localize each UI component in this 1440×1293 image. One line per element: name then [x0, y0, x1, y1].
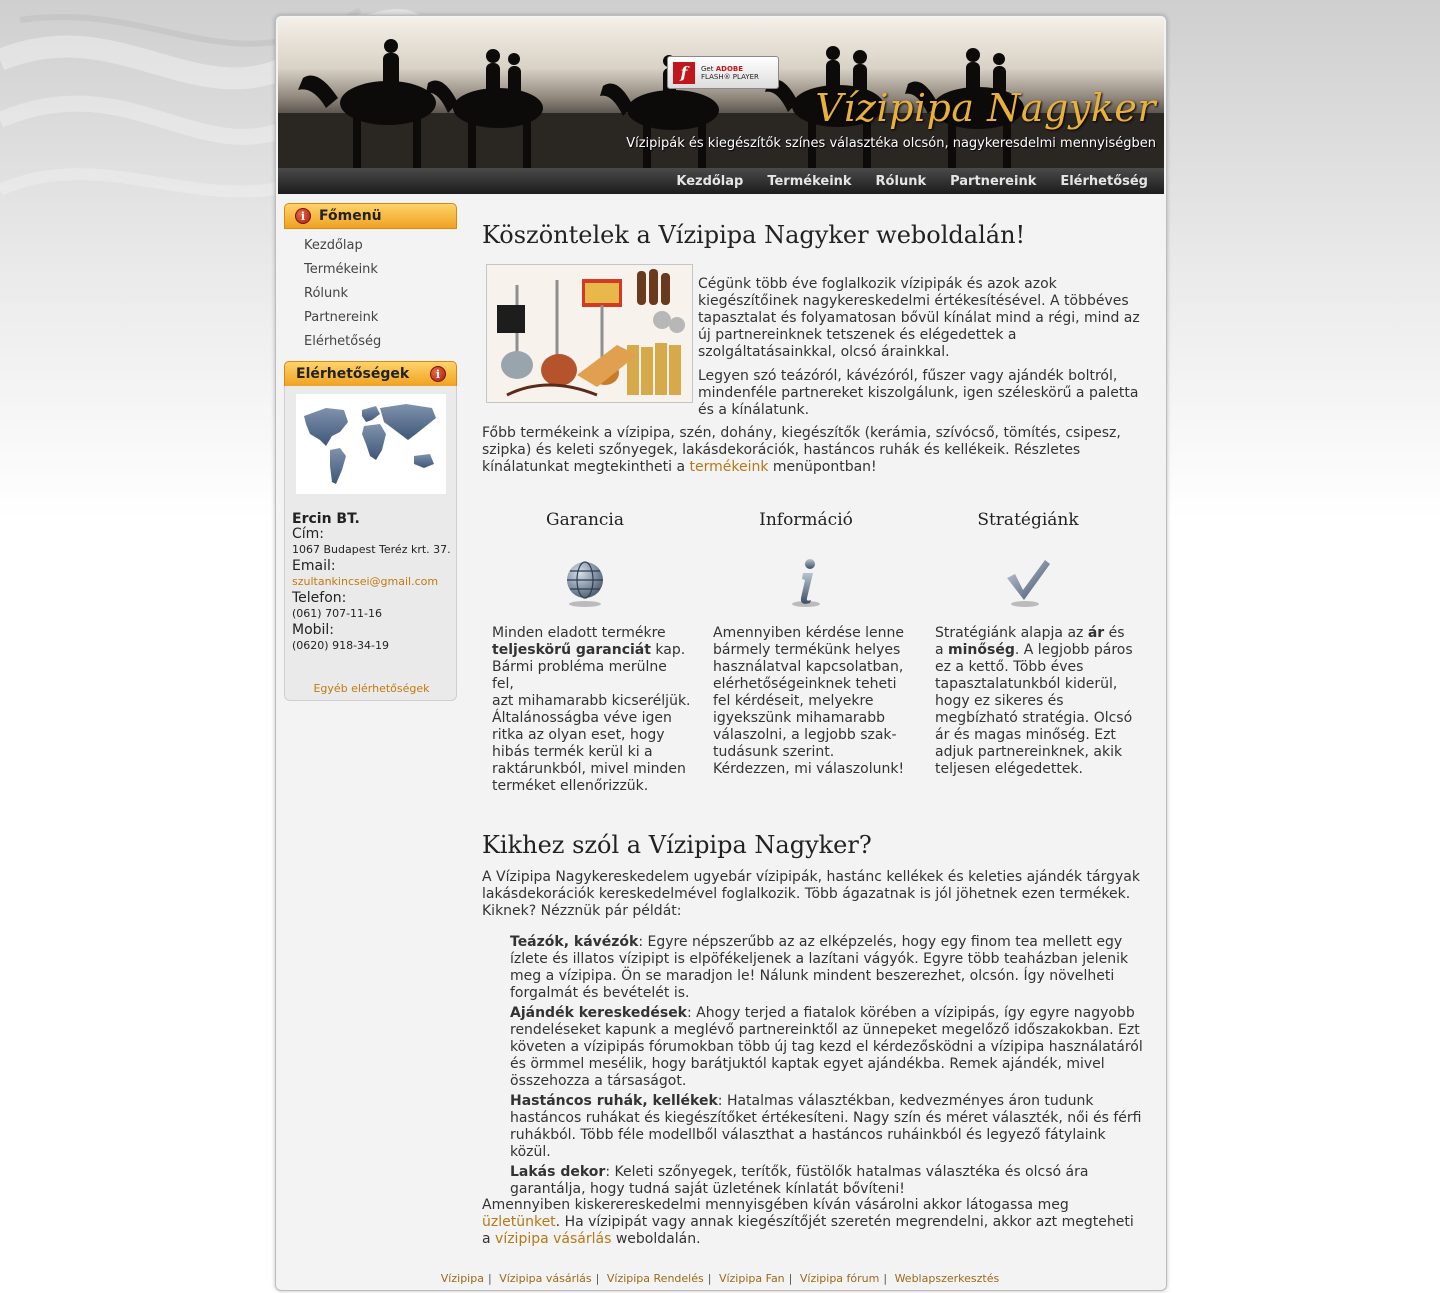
- welcome-heading: Köszöntelek a Vízipipa Nagyker weboldalán!: [482, 221, 1026, 249]
- address-value: 1067 Budapest Teréz krt. 37.: [292, 543, 451, 556]
- address-label: Cím:: [292, 526, 325, 542]
- contacts-header: [284, 361, 457, 387]
- topnav-about[interactable]: Rólunk: [875, 173, 927, 189]
- main-menu-header: [284, 203, 457, 229]
- topnav-contact[interactable]: Elérhetőség: [1060, 173, 1148, 189]
- top-navigation: [278, 168, 1164, 194]
- hookah-purchase-link[interactable]: vízipipa vásárlás: [495, 1231, 612, 1247]
- products-photo: [486, 264, 693, 403]
- list-item: Teázók, kávézók: Egyre népszerűbb az az elképzelés, hogy egy finom tea mellett egy ízlete és illatos vízipipt is elpöfékeljenek a lazítani vágyók. Egyre több teaházban jelenik meg a vízipipa. Ön se maradjon le! Nálunk mindent beszerezhet, olcsón. Így növelheti forgalmát és bevételét is.: [510, 934, 1129, 1001]
- flash-badge-text: Get ADOBE FLASH® PLAYER: [701, 64, 759, 81]
- information-text: Amennyiben kérdése lenne bármely termékünk helyes használatval kapcsolatban, elérhetőségeinknek teheti fel kérdéseit, melyekre igyekszünk mihamarabb válaszolni, a legjobb szak-tudásunk szerint. Kérdezzen, mi válaszolunk!: [713, 625, 905, 777]
- footer-link-rendeles[interactable]: Vízipipa Rendelés: [606, 1272, 704, 1285]
- phone-value: (061) 707-11-16: [292, 607, 383, 620]
- sidebar-item-home[interactable]: Kezdőlap: [304, 238, 363, 253]
- email-link[interactable]: szultankincsei@gmail.com: [292, 575, 439, 588]
- page-container: [275, 15, 1167, 1291]
- information-column: [703, 510, 909, 777]
- globe-icon: [560, 558, 610, 608]
- outro-paragraph: Amennyiben kiskerereskedelmi mennyisgében kíván vásárolni akkor látogassa meg üzletünket. Ha vízipipát vagy annak kiegészítőjét szeretén megrendelni, akkor azt megteheti a vízipipa vásárlás weboldalán.: [482, 1197, 1134, 1247]
- company-name: Ercin BT.: [292, 511, 360, 527]
- world-map-image: [296, 394, 446, 494]
- email-label: Email:: [292, 558, 336, 574]
- products-link[interactable]: termékeink: [689, 459, 769, 475]
- header-banner: [278, 18, 1164, 168]
- guarantee-text: Minden eladott termékre teljeskörű garanciát kap. Bármi probléma merülne fel, azt mihamarabb kicseréljük. Általánosságba véve igen ritka az olyan eset, hogy hibás termék kerül ki a raktárunkból, mivel minden terméket ellenőrizzük.: [492, 625, 691, 794]
- other-contacts-link[interactable]: Egyéb elérhetőségek: [313, 682, 430, 695]
- intro-paragraph-1: Cégünk több éve foglalkozik vízipipák és azok azok kiegészítőinek nagykereskedelmi értékesítésével. A többéves tapasztalat és folyamatosan bővül kínálat mind a régi, mind az új partnereinknek tetszenek és elégedettek a szolgáltatásainkkal, olcsó árainkkal.: [698, 276, 1140, 360]
- footer-link-vizipipa[interactable]: Vízipipa: [440, 1272, 484, 1285]
- topnav-home[interactable]: Kezdőlap: [676, 173, 744, 189]
- topnav-products[interactable]: Termékeink: [767, 173, 852, 189]
- target-groups-list: [510, 934, 1145, 1201]
- intro-paragraph-3: Főbb termékeink a vízipipa, szén, dohány, kiegészítők (kerámia, szívócső, tömítés, csipesz, szipka) és keleti szőnyegek, lakásdekorációk, hastáncos ruhák és kellékeik. Részletes kínálatunkat megtekintheti a termékeink menüpontban!: [482, 425, 1121, 475]
- phone-label: Telefon:: [292, 590, 347, 606]
- list-item: Lakás dekor: Keleti szőnyegek, terítők, füstölők hatalmas választéka és olcsó ára garantálja, hogy tudná saját üzletének kínlatát bővíteni!: [510, 1164, 1089, 1197]
- sidebar-item-partners[interactable]: Partnereink: [304, 310, 379, 325]
- sidebar-item-about[interactable]: Rólunk: [304, 286, 349, 301]
- checkmark-icon: [1003, 558, 1053, 608]
- mobile-value: (0620) 918-34-19: [292, 639, 390, 652]
- contacts-title: Elérhetőségek: [296, 366, 410, 382]
- footer-link-forum[interactable]: Vízipipa fórum: [799, 1272, 880, 1285]
- guarantee-column: [482, 510, 691, 794]
- contact-details: [292, 512, 452, 655]
- shop-link[interactable]: üzletünket: [482, 1214, 556, 1230]
- strategy-column: [925, 510, 1133, 777]
- topnav-partners[interactable]: Partnereink: [950, 173, 1037, 189]
- info-italic-icon: [781, 558, 831, 608]
- footer-link-vasarlas[interactable]: Vízipipa vásárlás: [499, 1272, 592, 1285]
- sidebar-item-products[interactable]: Termékeink: [304, 262, 378, 277]
- strategy-text: Stratégiánk alapja az ár és a minőség. A legjobb páros ez a kettő. Több éves tapasztalatunkból kiderül, hogy ez sikeres és megbízható stratégia. Olcsó ár és magas minőség. Ezt adjuk partnereinknek, akik teljesen elégedettek.: [935, 625, 1133, 777]
- main-content: [482, 221, 1146, 919]
- site-subtitle: Vízipipák és kiegészítők színes választéka olcsón, nagykeresdelmi mennyiségben: [626, 136, 1156, 151]
- who-heading: Kikhez szól a Vízipipa Nagyker?: [482, 831, 872, 859]
- info-icon: i: [430, 366, 446, 382]
- main-menu-title: Főmenü: [319, 208, 382, 224]
- footer-link-webdesign[interactable]: Weblapszerkesztés: [894, 1272, 1000, 1285]
- information-heading: Információ: [759, 510, 853, 530]
- list-item: Ajándék kereskedések: Ahogy terjed a fiatalok körében a vízipipás, így egyre nagyobb rendeléseket kapunk a meglévő partnereinktől az ünnepeket megelőző időszakokban. Ezt követen a vízipipás fórumokban több új tag kezd el kérdezősködni a vízipipa használatáról és örmmel mesélik, hogy barátjuktól kaptak egyet ajándékba. Remek ajándék, mivel összehozza a társaságot.: [510, 1005, 1143, 1089]
- intro-paragraph-2: Legyen szó teázóról, kávézóról, fűszer vagy ajándék boltról, mindenféle partnereket kiszolgálunk, igen széleskörű a paletta és a kínálatunk.: [698, 368, 1139, 418]
- sidebar-item-contact[interactable]: Elérhetőség: [304, 334, 382, 349]
- site-title: Vízipipa Nagyker: [815, 86, 1156, 130]
- get-flash-player-badge[interactable]: [667, 56, 779, 89]
- footer-link-fan[interactable]: Vízipipa Fan: [718, 1272, 785, 1285]
- contacts-box: [284, 386, 457, 701]
- sidebar-menu: [304, 236, 381, 356]
- strategy-heading: Stratégiánk: [977, 510, 1079, 530]
- info-icon: i: [295, 208, 311, 224]
- who-intro: A Vízipipa Nagykereskedelem ugyebár vízipipák, hastánc kellékek és keleties ajándék tárgyak lakásdekorációk kereskedelmével foglalkozik. Több ágazatnak is jól jöhetnek ezen termékek. Kiknek? Nézznük pár példát:: [482, 869, 1140, 919]
- guarantee-heading: Garancia: [545, 510, 625, 530]
- list-item: Hastáncos ruhák, kellékek: Hatalmas választékban, kedvezményes áron tudunk hastáncos ruhákat és kiegészítőket értékesíteni. Nagy szín és méret választék, női és férfi ruhákból. Több féle modellből választhat a hastáncos ruháinkból és legyező fátylaink közül.: [510, 1093, 1142, 1160]
- flash-logo-icon: f: [673, 62, 695, 84]
- mobile-label: Mobil:: [292, 622, 335, 638]
- footer-links: Vízipipa | Vízipipa vásárlás | Vízipipa Rendelés | Vízipipa Fan | Vízipipa fórum | Weblapszerkesztés: [440, 1272, 1000, 1285]
